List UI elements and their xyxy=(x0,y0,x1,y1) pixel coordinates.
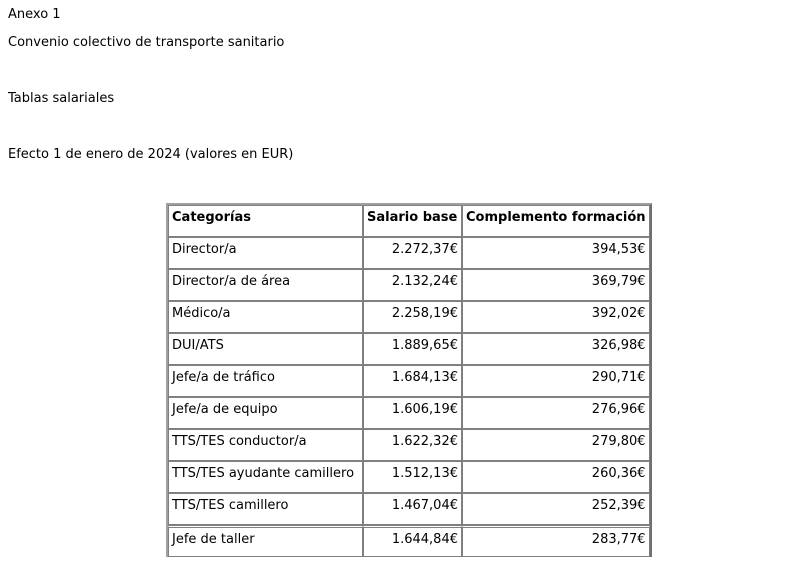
training-cell: 326,98€ xyxy=(462,333,650,365)
category-cell: TTS/TES conductor/a xyxy=(168,429,363,461)
table-row xyxy=(168,269,650,301)
category-cell: TTS/TES ayudante camillero xyxy=(168,461,363,493)
training-cell: 260,36€ xyxy=(462,461,650,493)
base-salary-cell: 2.258,19€ xyxy=(363,301,462,333)
training-cell: 369,79€ xyxy=(462,269,650,301)
section-title: Tablas salariales xyxy=(8,91,115,106)
annex-title: Anexo 1 xyxy=(8,7,61,22)
base-salary-cell: 2.132,24€ xyxy=(363,269,462,301)
base-salary-cell: 1.644,84€ xyxy=(363,525,462,557)
training-cell: 394,53€ xyxy=(462,237,650,269)
table-row xyxy=(168,237,650,269)
category-cell: Jefe/a de equipo xyxy=(168,397,363,429)
base-salary-cell: 1.622,32€ xyxy=(363,429,462,461)
table-row xyxy=(168,493,650,525)
agreement-title: Convenio colectivo de transporte sanitario xyxy=(8,35,285,50)
training-cell: 392,02€ xyxy=(462,301,650,333)
table-row xyxy=(168,429,650,461)
base-salary-cell: 1.512,13€ xyxy=(363,461,462,493)
base-salary-cell: 1.606,19€ xyxy=(363,397,462,429)
category-cell: Jefe de taller xyxy=(168,525,363,557)
table-row xyxy=(168,301,650,333)
header-training-supplement: Complemento formación xyxy=(462,205,650,237)
salary-table xyxy=(166,203,652,557)
category-cell: DUI/ATS xyxy=(168,333,363,365)
category-cell: Director/a de área xyxy=(168,269,363,301)
category-cell: Director/a xyxy=(168,237,363,269)
table-row xyxy=(168,461,650,493)
training-cell: 276,96€ xyxy=(462,397,650,429)
table-row xyxy=(168,333,650,365)
base-salary-cell: 2.272,37€ xyxy=(363,237,462,269)
table-row xyxy=(168,365,650,397)
base-salary-cell: 1.684,13€ xyxy=(363,365,462,397)
training-cell: 279,80€ xyxy=(462,429,650,461)
header-base-salary: Salario base xyxy=(363,205,462,237)
training-cell: 252,39€ xyxy=(462,493,650,525)
header-categories: Categorías xyxy=(168,205,363,237)
table-row xyxy=(168,525,650,557)
table-row xyxy=(168,397,650,429)
training-cell: 283,77€ xyxy=(462,525,650,557)
category-cell: TTS/TES camillero xyxy=(168,493,363,525)
category-cell: Médico/a xyxy=(168,301,363,333)
base-salary-cell: 1.467,04€ xyxy=(363,493,462,525)
category-cell: Jefe/a de tráfico xyxy=(168,365,363,397)
base-salary-cell: 1.889,65€ xyxy=(363,333,462,365)
effect-note: Efecto 1 de enero de 2024 (valores en EUR) xyxy=(8,147,294,162)
training-cell: 290,71€ xyxy=(462,365,650,397)
table-header-row xyxy=(168,205,650,237)
